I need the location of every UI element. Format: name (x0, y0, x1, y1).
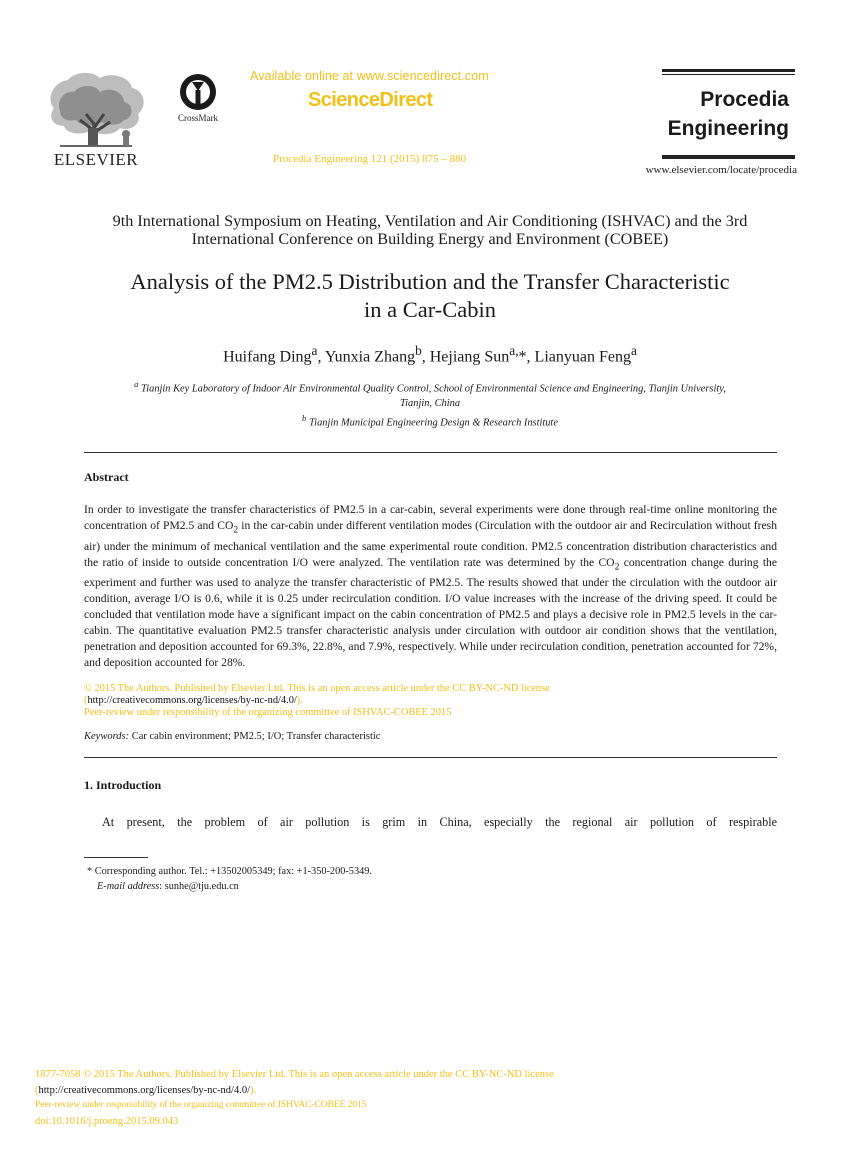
affiliation-b (75, 411, 785, 431)
author-name: Lianyuan Feng (534, 348, 631, 366)
intro-paragraph: At present, the problem of air pollution is grim in China, especially the regional air pollution of respirable (102, 815, 777, 829)
author-affiliation-mark: a (311, 343, 318, 358)
paren: ). (296, 695, 303, 707)
author-name: Yunxia Zhang (324, 348, 416, 366)
peer-review-line: Peer-review under responsibility of the organizing committee of ISHVAC-COBEE 2015 (35, 1100, 367, 1110)
author-name: Huifang Ding (223, 348, 312, 366)
paren: ). (250, 1084, 257, 1096)
license-line: © 2015 The Authors. Published by Elsevier Ltd. This is an open access article under the CC BY-NC-ND license (84, 683, 550, 694)
affiliation-a (75, 377, 785, 397)
available-online-link[interactable]: Available online at www.sciencedirect.com (250, 69, 489, 83)
affiliation-a-text: Tianjin Key Laboratory of Indoor Air Environmental Quality Control, School of Environmental Science and Engineering, Tianjin University, (138, 383, 726, 395)
journal-name-line1: Procedia (700, 88, 789, 111)
crossmark-badge[interactable] (168, 72, 228, 126)
author-list (60, 343, 800, 366)
email-line (87, 879, 372, 894)
subscript: 2 (614, 560, 620, 572)
divider (84, 757, 777, 758)
author-affiliation-mark: a (630, 343, 637, 358)
license-notice (84, 683, 550, 720)
affiliation-a-city: Tianjin, China (399, 397, 461, 409)
corresponding-author: * Corresponding author. Tel.: +13502005349; fax: +1-350-200-5349. (87, 866, 372, 877)
masthead-rule-bottom (662, 156, 795, 159)
author-separator: *, (518, 348, 535, 366)
keywords (84, 731, 380, 742)
keywords-label: Keywords: (84, 731, 130, 742)
paper-title-line2: in a Car-Cabin (363, 297, 496, 322)
conference-line2: International Conference on Building Energy and Environment (COBEE) (191, 230, 669, 248)
author-affiliation-mark: a, (509, 343, 519, 358)
license-link[interactable]: http://creativecommons.org/licenses/by-nc-nd/4.0/ (38, 1084, 251, 1096)
crossmark-icon (178, 72, 218, 112)
journal-citation: Procedia Engineering 121 (2015) 875 – 880 (273, 153, 467, 165)
abstract-text: In order to investigate the transfer characteristics of PM2.5 in a car-cabin, several experiments were done through real-time online monitoring the concentration of PM2.5 and CO (84, 503, 777, 533)
license-url-line (35, 1083, 554, 1099)
footnote (87, 864, 372, 894)
journal-name-line2: Engineering (667, 117, 789, 140)
affiliations (75, 377, 785, 431)
publisher-logo-text: ELSEVIER (53, 150, 139, 169)
conference-line1: 9th International Symposium on Heating, Ventilation and Air Conditioning (ISHVAC) and the 3rd (112, 212, 748, 230)
paper-title (70, 268, 790, 324)
affiliation-mark: b (302, 413, 307, 424)
abstract-body (84, 502, 777, 672)
peer-review-line: Peer-review under responsibility of the organizing committee of ISHVAC-COBEE 2015 (84, 707, 452, 719)
crossmark-label: CrossMark (178, 113, 218, 123)
tree-icon (40, 70, 152, 148)
license-link[interactable]: http://creativecommons.org/licenses/by-nc-nd/4.0/ (87, 695, 297, 707)
paren: ( (35, 1084, 39, 1096)
keywords-text: Car cabin environment; PM2.5; I/O; Transfer characteristic (129, 731, 381, 742)
abstract-text: concentration change during the experiment and further was used to analyze the transfer characteristic of PM2.5. The results showed that under the circulation with the outdoor air condition, average I/O is 0.6, while it is 0.25 under recirculation condition. I/O value increases with the increase of the driving speed. It could be concluded that ventilation mode have a significant impact on the cabin concentration of PM2.5 and plays a decisive role in PM2.5 levels in the car-cabin. The quantitative evaluation PM2.5 transfer characteristic analysis under circulation with outdoor air condition shows that the ventilation, penetration and deposition accounted for 69.3%, 22.8%, and 7.9%, respectively. While under recirculation condition, penetration accounted for 72%, and deposition accounted for 28%. (84, 555, 777, 670)
license-url-line (84, 695, 550, 707)
journal-url-link[interactable]: www.elsevier.com/locate/procedia (645, 164, 797, 176)
affiliation-b-text: Tianjin Municipal Engineering Design & Research Institute (306, 417, 558, 429)
author-name: Hejiang Sun (429, 348, 510, 366)
paper-title-line1: Analysis of the PM2.5 Distribution and the Transfer Characteristic (130, 269, 730, 294)
paren: ( (84, 695, 88, 707)
abstract-text: in the car-cabin under different ventilation modes (Circulation with the outdoor air and Recirculation without fresh air) under the minimum of mechanical ventilation and the same experimental route condition. PM2.5 concentration distribution characteristics and the ratio of inside to outside concentration I/O were analyzed. The ventilation rate was determined by the CO (84, 519, 777, 569)
subscript: 2 (233, 524, 239, 536)
journal-masthead (662, 69, 795, 159)
conference-name (60, 212, 800, 248)
abstract-heading: Abstract (84, 470, 129, 484)
divider (84, 452, 777, 453)
masthead-rule-top (662, 69, 795, 72)
elsevier-logo (40, 70, 152, 169)
sciencedirect-logo[interactable]: ScienceDirect (308, 89, 433, 111)
affiliation-mark: a (134, 379, 139, 389)
email-label: E-mail address (97, 881, 160, 892)
author-separator: , (421, 348, 430, 366)
email-address[interactable]: : sunhe@tju.edu.cn (159, 881, 239, 892)
author-affiliation-mark: b (415, 343, 422, 358)
doi-line[interactable]: doi:10.1016/j.proeng.2015.09.043 (35, 1115, 179, 1127)
footnote-rule (84, 857, 148, 858)
section-heading: 1. Introduction (84, 778, 162, 792)
journal-name (662, 75, 795, 153)
author-separator: , (317, 348, 325, 366)
issn-license-line: 1877-7058 © 2015 The Authors. Published by Elsevier Ltd. This is an open access article under the CC BY-NC-ND license (35, 1069, 554, 1080)
bottom-license (35, 1067, 554, 1129)
